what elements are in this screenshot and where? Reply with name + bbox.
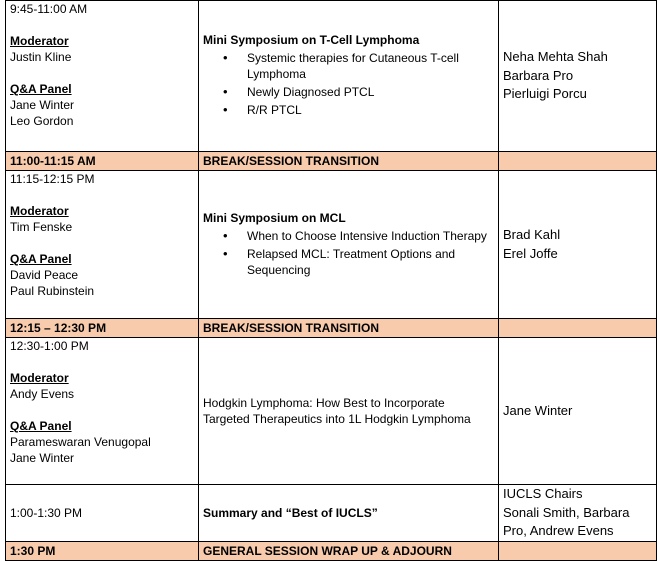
break-time: 1:30 PM xyxy=(6,541,199,560)
break-label: BREAK/SESSION TRANSITION xyxy=(199,152,499,171)
topic-item: • R/R PTCL xyxy=(247,102,494,118)
break-row xyxy=(6,319,657,338)
session-topic-cell xyxy=(199,1,499,152)
qa-panelist: Leo Gordon xyxy=(10,114,74,128)
session-speakers-cell xyxy=(499,171,657,319)
qa-panelist: Parameswaran Venugopal xyxy=(10,435,151,449)
session-time: 11:15-12:15 PM xyxy=(10,172,95,186)
moderator-label: Moderator xyxy=(10,371,69,385)
break-empty-cell xyxy=(499,319,657,338)
break-empty-cell xyxy=(499,152,657,171)
topic-item: • Newly Diagnosed PTCL xyxy=(247,84,494,100)
speaker-name: Jane Winter xyxy=(503,402,573,418)
moderator-name: Justin Kline xyxy=(10,50,72,64)
moderator-name: Tim Fenske xyxy=(10,220,73,234)
speaker-name: Barbara Pro xyxy=(503,67,574,83)
break-row xyxy=(6,152,657,171)
session-time-cell xyxy=(6,171,199,319)
speaker-name: Pierluigi Porcu xyxy=(503,86,587,102)
session-topic-cell xyxy=(199,338,499,485)
agenda-session-row xyxy=(6,1,657,152)
session-time-cell xyxy=(6,485,199,542)
qa-panel-label: Q&A Panel xyxy=(10,252,72,266)
qa-panelist: Paul Rubinstein xyxy=(10,284,95,298)
session-time: 1:00-1:30 PM xyxy=(10,505,83,520)
session-time: 9:45-11:00 AM xyxy=(10,2,88,16)
qa-panelist: Jane Winter xyxy=(10,98,75,112)
qa-panel-label: Q&A Panel xyxy=(10,419,72,433)
break-label: GENERAL SESSION WRAP UP & ADJOURN xyxy=(199,541,499,560)
session-time: 12:30-1:00 PM xyxy=(10,339,89,353)
topic-item: • Relapsed MCL: Treatment Options and Sequencing xyxy=(247,246,494,278)
moderator-name: Andy Evens xyxy=(10,387,75,401)
agenda-session-row xyxy=(6,171,657,319)
topic-list xyxy=(203,228,494,278)
qa-panelist: Jane Winter xyxy=(10,451,75,465)
moderator-label: Moderator xyxy=(10,34,69,48)
break-time: 12:15 – 12:30 PM xyxy=(6,319,199,338)
moderator-label: Moderator xyxy=(10,204,69,218)
break-row xyxy=(6,541,657,560)
speaker-name: Brad Kahl xyxy=(503,227,561,242)
speaker-name: Erel Joffe xyxy=(503,245,558,261)
agenda-table xyxy=(5,0,657,561)
session-time-cell xyxy=(6,1,199,152)
topic-list xyxy=(203,50,494,118)
agenda-session-row xyxy=(6,485,657,542)
topic-item: • When to Choose Intensive Induction Therapy xyxy=(247,228,494,244)
session-speakers-cell xyxy=(499,1,657,152)
speaker-name: Neha Mehta Shah xyxy=(503,49,608,65)
agenda-session-row xyxy=(6,338,657,485)
session-title: Hodgkin Lymphoma: How Best to Incorporate Targeted Therapeutics into 1L Hodgkin Lymphoma xyxy=(203,396,471,426)
qa-panel-label: Q&A Panel xyxy=(10,82,72,96)
session-title: Mini Symposium on MCL xyxy=(203,210,346,225)
session-topic-cell xyxy=(199,485,499,542)
session-speakers-cell xyxy=(499,338,657,485)
session-speakers-cell xyxy=(499,485,657,542)
break-label: BREAK/SESSION TRANSITION xyxy=(199,319,499,338)
topic-item: • Systemic therapies for Cutaneous T-cell Lymphoma xyxy=(247,50,494,82)
session-title: Mini Symposium on T-Cell Lymphoma xyxy=(203,33,420,47)
speaker-name: IUCLS Chairs xyxy=(503,486,583,501)
qa-panelist: David Peace xyxy=(10,268,79,282)
break-empty-cell xyxy=(499,541,657,560)
session-topic-cell xyxy=(199,171,499,319)
session-time-cell xyxy=(6,338,199,485)
session-title: Summary and “Best of IUCLS” xyxy=(203,505,378,520)
break-time: 11:00-11:15 AM xyxy=(6,152,199,171)
speaker-name: Sonali Smith, Barbara Pro, Andrew Evens xyxy=(503,504,630,538)
